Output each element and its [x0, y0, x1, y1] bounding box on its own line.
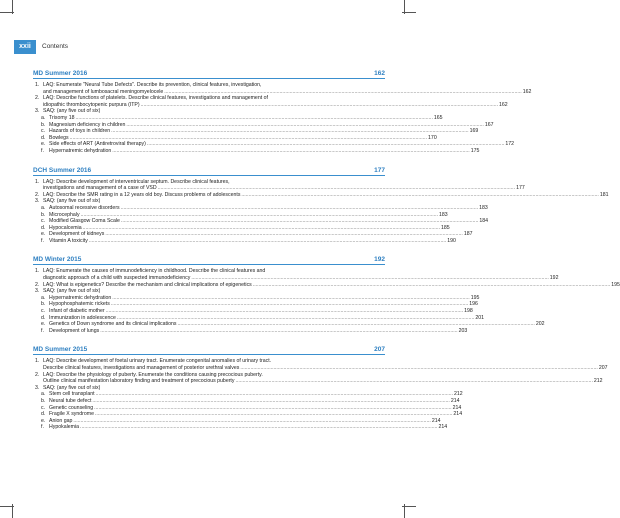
- toc-subentry: [33, 391, 463, 398]
- toc-entry: [33, 82, 532, 95]
- section-title: DCH Summer 2016: [33, 166, 92, 174]
- entry-marker: 1.: [35, 82, 40, 88]
- entry-text: SAQ: (any five out of six): [43, 384, 101, 391]
- dot-leader: [111, 128, 468, 135]
- entry-marker: 2.: [35, 191, 40, 198]
- entry-text: Genetic counseling: [49, 404, 94, 411]
- entry-text: Vitamin A toxicity: [49, 237, 88, 244]
- dot-leader: [158, 185, 515, 192]
- section-heading: [33, 342, 385, 355]
- toc-subentry: [33, 417, 441, 425]
- entry-page-number: 187: [463, 231, 473, 238]
- toc-entry: [33, 191, 609, 199]
- crop-mark: [0, 12, 14, 13]
- entry-marker: f.: [41, 147, 44, 154]
- entry-marker: e.: [41, 231, 46, 238]
- entry-marker: 2.: [35, 281, 40, 288]
- dot-leader: [73, 418, 430, 425]
- entry-marker: e.: [41, 321, 46, 328]
- section-page-number: 177: [374, 166, 385, 174]
- toc-subentry: [33, 327, 468, 335]
- entry-marker: a.: [41, 204, 46, 211]
- toc-entry: [33, 385, 385, 392]
- entry-page-number: 214: [453, 411, 463, 418]
- section-heading: [33, 163, 385, 176]
- entry-page-number: 196: [469, 301, 478, 308]
- entry-text: Stem cell transplant: [49, 391, 95, 398]
- toc-subentry: [33, 128, 479, 135]
- entry-text: Microcephaly: [49, 211, 80, 218]
- crop-mark: [402, 506, 416, 507]
- entry-marker: a.: [41, 294, 46, 301]
- dot-leader: [235, 378, 592, 385]
- entry-text: Autosomal recessive disorders: [49, 204, 120, 211]
- entry-text: Infant of diabetic mother: [49, 308, 105, 315]
- table-of-contents: [33, 66, 620, 439]
- toc-subentry: [33, 218, 489, 225]
- entry-marker: b.: [41, 397, 46, 404]
- entry-marker: 1.: [35, 178, 40, 185]
- entry-marker: c.: [41, 308, 46, 315]
- dot-leader: [141, 102, 498, 109]
- entry-page-number: 170: [428, 134, 437, 141]
- entry-page-number: 201: [475, 314, 484, 321]
- section-title: MD Winter 2015: [33, 256, 82, 264]
- entry-text: Fragile X syndrome: [49, 411, 94, 418]
- entry-page-number: 165: [433, 114, 443, 121]
- entry-page-number: 212: [593, 378, 603, 385]
- entry-text: Hazards of toys in children: [49, 128, 111, 135]
- toc-subentry: [33, 424, 448, 431]
- entry-text: idiopathic thrombocytopenic purpura (ITP): [43, 101, 140, 108]
- dot-leader: [100, 328, 457, 335]
- dot-leader: [117, 315, 474, 322]
- toc-subentry: [33, 411, 463, 418]
- entry-text: Development of kidneys: [49, 231, 105, 238]
- entry-text: Modified Glasgow Coma Scale: [49, 218, 120, 225]
- toc-entry: [33, 108, 385, 115]
- entry-page-number: 169: [469, 128, 479, 135]
- entry-marker: f.: [41, 424, 44, 431]
- toc-subentry: [33, 147, 480, 155]
- entry-list: [33, 268, 620, 334]
- entry-text: LAQ: Describe the physiology of puberty. Enumerate the conditions causing precocious puberty.: [43, 371, 263, 378]
- dot-leader: [253, 282, 610, 289]
- toc-subentry: [33, 294, 480, 302]
- entry-page-number: 212: [454, 391, 463, 398]
- entry-marker: 2.: [35, 95, 40, 102]
- entry-marker: e.: [41, 417, 46, 424]
- running-head: Contents: [42, 43, 69, 50]
- entry-text: LAQ: Describe the SMR rating in a 12 years old boy. Discuss problems of adolescents: [43, 191, 241, 198]
- dot-leader: [81, 212, 438, 219]
- entry-marker: 1.: [35, 268, 40, 275]
- entry-marker: d.: [41, 314, 46, 321]
- page-header: [14, 40, 402, 54]
- entry-text: LAQ: Describe development of foetal urinary tract. Enumerate congenital anomalies of urinary tract.: [43, 358, 272, 365]
- entry-marker: a.: [41, 114, 46, 121]
- entry-marker: c.: [41, 218, 46, 225]
- toc-section: [33, 163, 609, 245]
- entry-marker: d.: [41, 224, 46, 231]
- toc-subentry: [33, 211, 448, 219]
- toc-subentry: [33, 301, 478, 308]
- entry-text: LAQ: Describe development of interventricular septum. Describe clinical features,: [43, 178, 230, 185]
- toc-subentry: [33, 308, 473, 315]
- entry-text: LAQ: Enumerate the causes of immunodeficiency in childhood. Describe the clinical features and: [43, 268, 266, 275]
- toc-entry: [33, 95, 508, 108]
- entry-marker: b.: [41, 301, 46, 308]
- dot-leader: [83, 225, 440, 232]
- entry-marker: a.: [41, 391, 46, 398]
- toc-subentry: [33, 397, 460, 405]
- dot-leader: [177, 321, 534, 328]
- dot-leader: [96, 391, 453, 398]
- entry-page-number: 185: [441, 224, 450, 231]
- section-title: MD Summer 2016: [33, 70, 88, 77]
- entry-text: Immunization in adolescence: [49, 314, 116, 321]
- entry-page-number: 167: [484, 121, 494, 128]
- toc-subentry: [33, 114, 443, 122]
- entry-text: Trisomy 18: [49, 114, 75, 121]
- dot-leader: [121, 205, 478, 212]
- entry-page-number: 202: [535, 321, 545, 328]
- section-page-number: 207: [374, 346, 385, 354]
- entry-page-number: 175: [470, 147, 480, 154]
- entry-page-number: 183: [479, 204, 488, 211]
- toc-subentry: [33, 321, 545, 328]
- entry-page-number: 214: [431, 417, 441, 424]
- entry-list: [33, 178, 609, 245]
- entry-marker: b.: [41, 121, 46, 128]
- entry-text: SAQ: (any five out of six): [43, 288, 101, 295]
- toc-section: [33, 342, 608, 431]
- entry-list: [33, 358, 608, 431]
- dot-leader: [147, 141, 504, 148]
- entry-text: Magnesium deficiency in children: [49, 121, 126, 128]
- entry-list: [33, 82, 532, 155]
- entry-page-number: 195: [470, 294, 480, 301]
- entry-text: Hypernatremic dehydration: [49, 147, 112, 154]
- dot-leader: [164, 89, 521, 96]
- dot-leader: [94, 405, 451, 412]
- entry-marker: 3.: [35, 198, 40, 205]
- entry-marker: 1.: [35, 358, 40, 365]
- entry-page-number: 183: [439, 211, 448, 218]
- entry-text: Genetics of Down syndrome and its clinical implications: [49, 321, 177, 328]
- dot-leader: [92, 398, 449, 405]
- entry-marker: b.: [41, 211, 46, 218]
- section-heading: [33, 66, 385, 79]
- entry-page-number: 192: [549, 275, 559, 282]
- entry-marker: 3.: [35, 288, 40, 295]
- entry-text: LAQ: Enumerate "Neural Tube Defects". Describe its prevention, clinical features, investigation,: [43, 82, 262, 88]
- entry-text: Hypernatremic dehydration: [49, 294, 112, 301]
- dot-leader: [191, 275, 548, 282]
- entry-page-number: 184: [479, 218, 489, 225]
- entry-marker: c.: [41, 128, 46, 135]
- dot-leader: [241, 192, 598, 199]
- entry-text: Neural tube defect: [49, 397, 92, 404]
- toc-subentry: [33, 237, 456, 245]
- toc-entry: [33, 198, 385, 205]
- toc-subentry: [33, 121, 494, 129]
- dot-leader: [240, 365, 597, 372]
- entry-text: Development of lungs: [49, 327, 100, 334]
- entry-text: Anion gap: [49, 417, 73, 424]
- entry-text: investigations and management of a case of VSD: [43, 185, 157, 192]
- dot-leader: [80, 424, 437, 431]
- dot-leader: [121, 218, 478, 225]
- dot-leader: [106, 308, 463, 315]
- toc-subentry: [33, 231, 473, 238]
- entry-page-number: 162: [499, 101, 508, 108]
- dot-leader: [126, 122, 483, 129]
- entry-page-number: 181: [599, 191, 609, 198]
- entry-page-number: 177: [516, 185, 525, 192]
- toc-subentry: [33, 204, 488, 212]
- entry-text: Hypocalcemia: [49, 224, 82, 231]
- toc-entry: [33, 178, 525, 192]
- toc-subentry: [33, 134, 437, 142]
- entry-text: LAQ: Describe functions of platelets. Describe clinical features, investigations and management of: [43, 95, 268, 102]
- toc-entry: [33, 281, 620, 289]
- dot-leader: [89, 238, 446, 245]
- dot-leader: [95, 411, 452, 418]
- crop-mark: [0, 506, 14, 507]
- entry-text: Describe clinical features, investigations and management of posterior urethral valves: [43, 365, 240, 371]
- entry-page-number: 162: [522, 88, 532, 95]
- toc-subentry: [33, 314, 484, 322]
- entry-marker: f.: [41, 237, 44, 244]
- toc-section: [33, 252, 620, 334]
- section-heading: [33, 252, 385, 265]
- dot-leader: [75, 115, 432, 122]
- entry-text: and management of lumbosacral meningomyelocele: [43, 88, 164, 95]
- entry-page-number: 198: [464, 308, 473, 315]
- entry-marker: 2.: [35, 371, 40, 378]
- toc-subentry: [33, 224, 450, 232]
- entry-text: LAQ: What is epigenetics? Describe the mechanism and clinical implications of epigenetics: [43, 281, 252, 288]
- dot-leader: [111, 301, 468, 308]
- dot-leader: [112, 148, 469, 155]
- entry-text: SAQ: (any five out of six): [43, 108, 101, 115]
- entry-marker: d.: [41, 134, 46, 141]
- section-title: MD Summer 2015: [33, 346, 88, 354]
- entry-page-number: 214: [452, 404, 462, 411]
- entry-page-number: 214: [450, 397, 460, 404]
- entry-text: Outline clinical manifestation laboratory finding and treatment of precocious puberty: [43, 378, 235, 385]
- entry-marker: 3.: [35, 108, 40, 115]
- toc-subentry: [33, 141, 514, 148]
- entry-text: diagnostic approach of a child with suspected immunodeficiency: [43, 275, 191, 282]
- crop-mark: [402, 12, 416, 13]
- dot-leader: [105, 231, 462, 238]
- entry-text: Hypokalemia: [49, 424, 79, 431]
- dot-leader: [70, 135, 427, 142]
- entry-text: Bowlegs: [49, 134, 69, 141]
- entry-text: Side effects of ART (Antiretroviral therapy): [49, 141, 146, 148]
- section-page-number: 192: [374, 256, 385, 264]
- toc-subentry: [33, 404, 462, 412]
- entry-marker: 3.: [35, 384, 40, 391]
- entry-page-number: 195: [611, 281, 620, 288]
- entry-marker: e.: [41, 141, 46, 148]
- toc-entry: [33, 288, 385, 295]
- entry-text: Hypophosphatemic rickets: [49, 301, 110, 308]
- entry-page-number: 207: [598, 365, 608, 371]
- entry-marker: c.: [41, 404, 46, 411]
- toc-entry: [33, 371, 603, 385]
- toc-section: [33, 66, 532, 155]
- dot-leader: [112, 295, 469, 302]
- entry-page-number: 190: [447, 237, 456, 244]
- section-page-number: 162: [374, 70, 385, 77]
- entry-page-number: 214: [438, 424, 448, 431]
- entry-marker: d.: [41, 411, 46, 418]
- entry-page-number: 203: [458, 327, 468, 334]
- entry-marker: f.: [41, 327, 44, 334]
- page-folio: xxii: [14, 40, 36, 54]
- entry-page-number: 172: [505, 141, 514, 148]
- toc-entry: [33, 268, 559, 282]
- toc-entry: [33, 358, 608, 371]
- entry-text: SAQ: (any five out of six): [43, 198, 101, 205]
